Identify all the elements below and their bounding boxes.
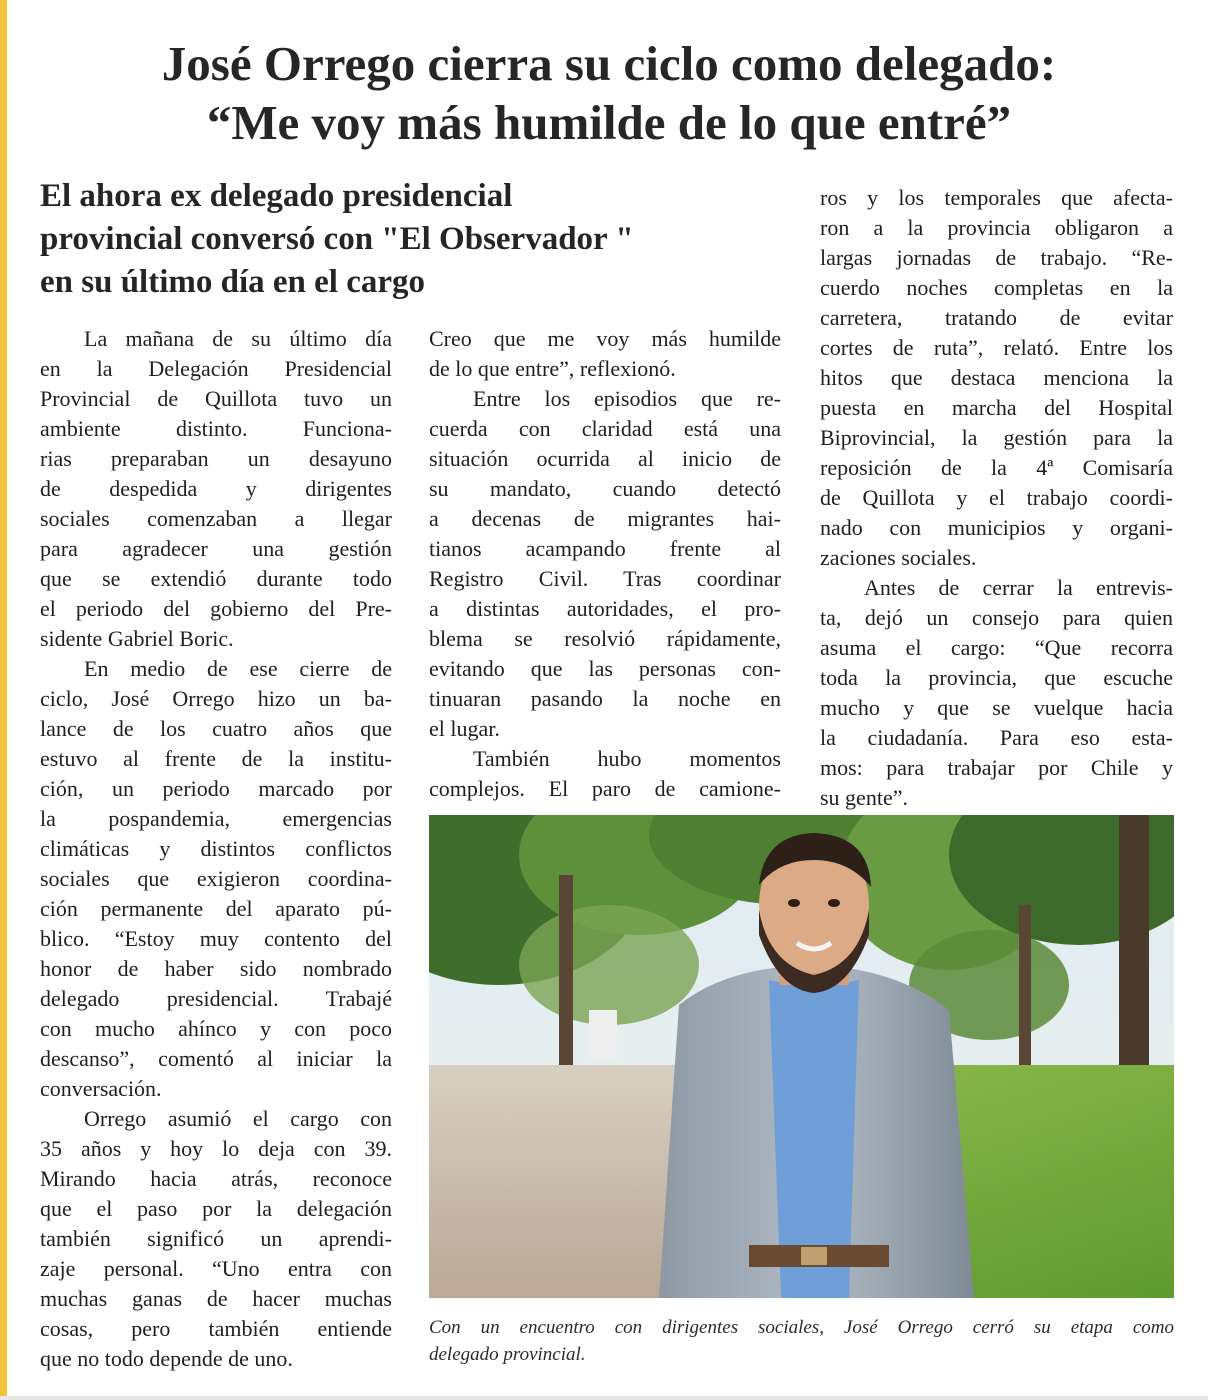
article-line: Creo que me voy más humilde — [429, 326, 781, 351]
article-line: que no todo depende de uno. — [40, 1346, 293, 1371]
article-line: de despedida y dirigentes — [40, 476, 392, 501]
article-line: ciclo, José Orrego hizo un ba- — [40, 686, 392, 711]
article-line: su gente”. — [820, 785, 908, 810]
article-line: blema se resolvió rápidamente, — [429, 626, 781, 651]
article-line: muchas ganas de hacer muchas — [40, 1286, 392, 1311]
article-line: ambiente distinto. Funciona- — [40, 416, 392, 441]
article-line: estuvo al frente de la institu- — [40, 746, 392, 771]
article-line: 35 años y hoy lo deja con 39. — [40, 1136, 392, 1161]
article-line: cuerdo noches completas en la — [820, 275, 1173, 300]
article-line: a decenas de migrantes hai- — [429, 506, 781, 531]
article-line: ta, dejó un consejo para quien — [820, 605, 1173, 630]
article-line: el lugar. — [429, 716, 500, 741]
article-line: delegado presidencial. Trabajé — [40, 986, 392, 1011]
article-line: puesta en marcha del Hospital — [820, 395, 1173, 420]
article-line: ron a la provincia obligaron a — [820, 215, 1173, 240]
article-line: complejos. El paro de camione- — [429, 776, 781, 801]
article-line: de Quillota y el trabajo coordi- — [820, 485, 1173, 510]
subheadline-line: provincial conversó con "El Observador " — [40, 221, 634, 257]
article-line: asuma el cargo: “Que recorra — [820, 635, 1173, 660]
article-line: Orrego asumió el cargo con — [84, 1106, 392, 1131]
headline — [40, 34, 1178, 152]
photo-caption — [429, 1314, 1174, 1368]
article-line: ros y los temporales que afecta- — [820, 185, 1173, 210]
headline-line: “Me voy más humilde de lo que entré” — [206, 95, 1012, 150]
article-line: cuerda con claridad está una — [429, 416, 781, 441]
article-line: honor de haber sido nombrado — [40, 956, 392, 981]
article-line: la ciudadanía. Para eso esta- — [820, 725, 1173, 750]
article-line: que se extendió durante todo — [40, 566, 392, 591]
article-line: el periodo del gobierno del Pre- — [40, 596, 392, 621]
article-line: largas jornadas de trabajo. “Re- — [820, 245, 1173, 270]
article-line: mucho y que se vuelque hacia — [820, 695, 1173, 720]
article-line: ción, un periodo marcado por — [40, 776, 392, 801]
article-line: de lo que entre”, reflexionó. — [429, 356, 676, 381]
article-line: toda la provincia, que escuche — [820, 665, 1173, 690]
portrait-illustration — [429, 815, 1174, 1298]
article-line: Antes de cerrar la entrevis- — [864, 575, 1173, 600]
article-line: situación ocurrida al inicio de — [429, 446, 781, 471]
article-line: nado con municipios y organi- — [820, 515, 1173, 540]
subheadline-line: en su último día en el cargo — [40, 264, 425, 300]
article-line: cosas, pero también entiende — [40, 1316, 392, 1341]
article-line: conversación. — [40, 1076, 162, 1101]
subheadline — [40, 175, 780, 304]
article-line: tianos acampando frente al — [429, 536, 781, 561]
article-line: Mirando hacia atrás, reconoce — [40, 1166, 392, 1191]
article-line: reposición de la 4ª Comisaría — [820, 455, 1173, 480]
article-line: ción permanente del aparato pú- — [40, 896, 392, 921]
article-line: Biprovincial, la gestión para la — [820, 425, 1173, 450]
article-line: sociales que exigieron coordina- — [40, 866, 392, 891]
article-line: también significó un aprendi- — [40, 1226, 392, 1251]
article-line: sociales comenzaban a llegar — [40, 506, 392, 531]
subheadline-line: El ahora ex delegado presidencial — [40, 178, 513, 214]
article-line: En medio de ese cierre de — [84, 656, 392, 681]
article-photo — [429, 815, 1174, 1298]
article-line: Registro Civil. Tras coordinar — [429, 566, 781, 591]
article-line: rias preparaban un desayuno — [40, 446, 392, 471]
article-line: zaje personal. “Uno entra con — [40, 1256, 392, 1281]
article-line: Provincial de Quillota tuvo un — [40, 386, 392, 411]
article-line: que el paso por la delegación — [40, 1196, 392, 1221]
article-line: a distintas autoridades, el pro- — [429, 596, 781, 621]
article-line: También hubo momentos — [473, 746, 781, 771]
article-line: en la Delegación Presidencial — [40, 356, 392, 381]
article-column-2 — [429, 324, 781, 804]
article-line: La mañana de su último día — [84, 326, 392, 351]
article-line: carretera, tratando de evitar — [820, 305, 1173, 330]
page-edge-accent — [0, 0, 7, 1400]
article-line: su mandato, cuando detectó — [429, 476, 781, 501]
article-line: sidente Gabriel Boric. — [40, 626, 234, 651]
article-line: mos: para trabajar por Chile y — [820, 755, 1173, 780]
caption-line: Con un encuentro con dirigentes sociales, José Orrego cerró su etapa como — [429, 1317, 1174, 1338]
article-line: tinuaran pasando la noche en — [429, 686, 781, 711]
article-line: descanso”, comentó al iniciar la — [40, 1046, 392, 1071]
article-line: zaciones sociales. — [820, 545, 977, 570]
article-line: lance de los cuatro años que — [40, 716, 392, 741]
page-bottom-rule — [0, 1396, 1208, 1400]
article-line: evitando que las personas con- — [429, 656, 781, 681]
article-line: con mucho ahínco y con poco — [40, 1016, 392, 1041]
article-line: cortes de ruta”, relató. Entre los — [820, 335, 1173, 360]
headline-line: José Orrego cierra su ciclo como delegado: — [161, 36, 1057, 91]
article-column-1 — [40, 324, 392, 1374]
article-line: hitos que destaca menciona la — [820, 365, 1173, 390]
article-line: la pospandemia, emergencias — [40, 806, 392, 831]
article-line: para agradecer una gestión — [40, 536, 392, 561]
article-line: Entre los episodios que re- — [473, 386, 781, 411]
article-line: blico. “Estoy muy contento del — [40, 926, 392, 951]
article-line: climáticas y distintos conflictos — [40, 836, 392, 861]
article-column-3 — [820, 183, 1173, 813]
caption-line: delegado provincial. — [429, 1344, 586, 1365]
